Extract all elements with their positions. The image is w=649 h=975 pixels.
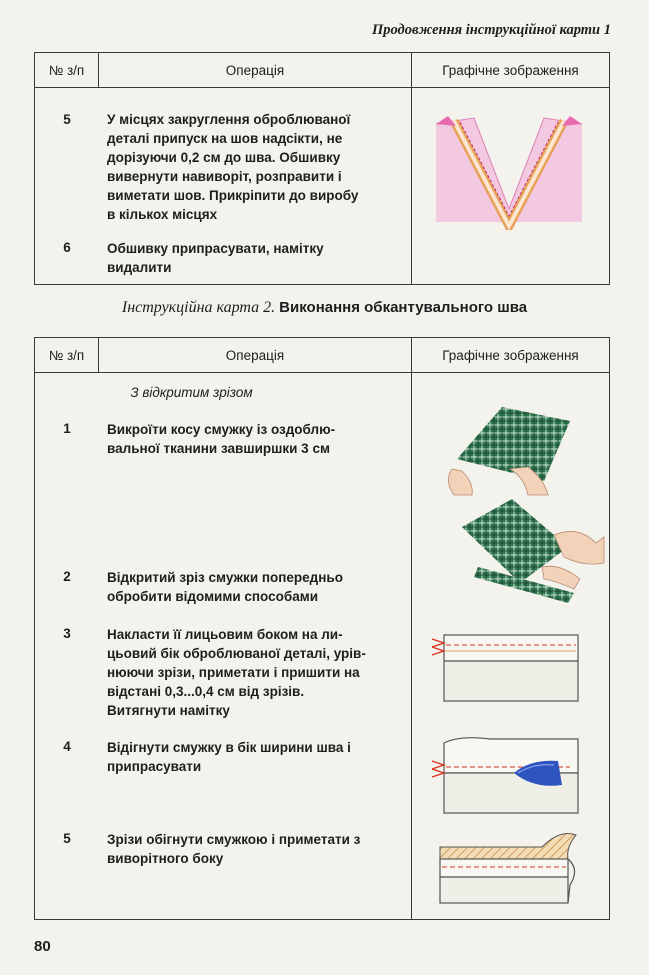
col-img-header: Графічне зображення [412,53,610,88]
operation-text: Відкритий зріз смужки попередньо обробити відомими способами [107,570,343,604]
card2-title-bold: Виконання обкантувального шва [279,299,528,316]
section-subheader: З відкритим зрізом [130,385,253,400]
col-op-header: Операція [99,338,412,373]
col-num-header: № з/п [35,53,99,88]
row-number: 3 [63,626,71,641]
row-number: 2 [63,569,71,584]
operation-text: Накласти її лицьовим боком на ли- цьовий бік оброблюваної деталі, урів- нюючи зрізи, приметати і пришити на відстані 0,3...0,4 см від зрізів. Витягнути намітку [107,627,366,718]
ironing-illustration [430,733,586,823]
col-img-header: Графічне зображення [412,338,610,373]
row-number: 6 [63,240,71,255]
row-number: 1 [63,421,71,436]
col-num-header: № з/п [35,338,99,373]
table-row [35,88,610,285]
instruction-table-2 [34,337,610,920]
table-row [35,373,610,920]
continuation-header: Продовження інструкційної карти 1 [371,22,611,38]
row-number: 5 [63,112,71,127]
row-number: 5 [63,831,71,846]
bias-strip-cutting-illustration [432,399,592,499]
row-number: 4 [63,739,71,754]
col-op-header: Операція [99,53,412,88]
table-header-row [35,338,610,373]
card2-title [0,299,649,317]
operation-text: Відігнути смужку в бік ширини шва і припрасувати [107,740,351,774]
operation-text: Обшивку припрасувати, намітку видалити [107,241,324,275]
operation-text: У місцях закруглення оброблюваної деталі припуск на шов надсікти, не дорізуючи 0,2 см до шва. Обшивку вивернути навиворіт, розправити і виметати шов. Прикріпити до виробу в кількох місцях [107,112,359,222]
card2-title-italic: Інструкційна карта 2. [121,299,276,316]
instruction-table-1 [34,52,610,285]
binding-edge-illustration [430,825,586,909]
operation-text: Зрізи обігнути смужкою і приметати з виворітного боку [107,832,361,866]
neckline-facing-illustration [434,114,584,230]
strip-stitching-illustration [430,629,586,705]
table-header-row [35,53,610,88]
page-number: 80 [34,938,51,955]
bias-strip-folding-illustration [456,497,606,605]
operation-text: Викроїти косу смужку із оздоблю- вальної тканини завширшки 3 см [107,422,336,456]
